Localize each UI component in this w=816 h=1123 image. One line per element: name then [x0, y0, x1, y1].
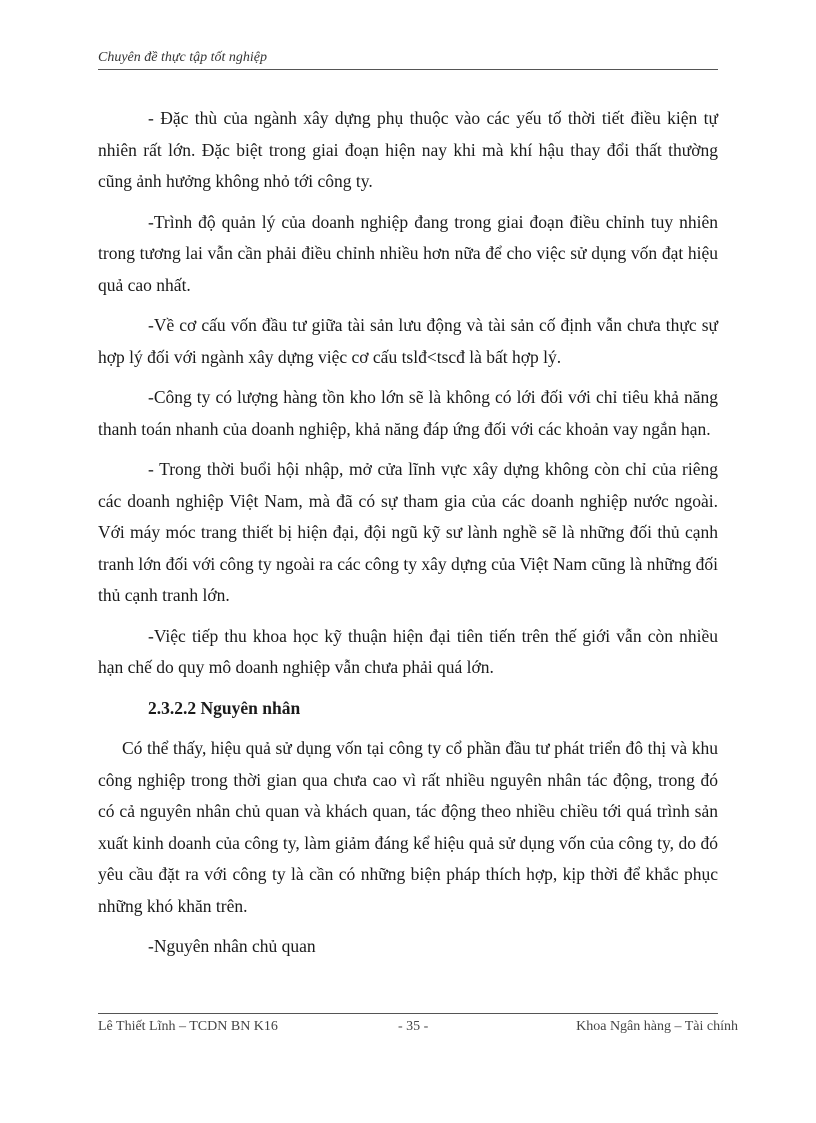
footer-divider [98, 1013, 718, 1014]
paragraph-management: -Trình độ quản lý của doanh nghiệp đang trong giai đoạn điều chỉnh tuy nhiên trong tương lai vẫn cần phải điều chỉnh nhiều hơn nữa để cho việc sử dụng vốn đạt hiệu quả cao nhất. [98, 211, 718, 295]
footer-author: Lê Thiết Lĩnh – TCDN BN K16 [98, 1019, 278, 1034]
paragraph-causes-intro: Có thể thấy, hiệu quả sử dụng vốn tại công ty cổ phần đầu tư phát triển đô thị và khu công nghiệp trong thời gian qua chưa cao vì rất nhiều nguyên nhân tác động, trong đó có cả nguyên nhân chủ quan và khách quan, tác động theo nhiều chiều tới quá trình sản xuất kinh doanh của công ty, làm giảm đáng kể hiệu quả sử dụng vốn của công ty, do đó yêu cầu đặt ra với công ty là cần có những biện pháp thích hợp, kịp thời để khắc phục những khó khăn trên. [98, 738, 718, 916]
paragraph-weather: - Đặc thù của ngành xây dựng phụ thuộc vào các yếu tố thời tiết điều kiện tự nhiên rất lớn. Đặc biệt trong giai đoạn hiện nay khi mà khí hậu thay đổi thất thường cũng ảnh hưởng không nhỏ tới công ty. [98, 108, 718, 191]
page-number: - 35 - [398, 1019, 429, 1034]
paragraph-competition: - Trong thời buổi hội nhập, mở cửa lĩnh vực xây dựng không còn chỉ của riêng các doanh nghiệp Việt Nam, mà đã có sự tham gia của các doanh nghiệp nước ngoài. Với máy móc trang thiết bị hiện đại, đội ngũ kỹ sư lành nghề sẽ là những đối thủ cạnh tranh lớn đối với công ty ngoài ra các công ty xây dựng của Việt Nam cũng là những đối thủ cạnh tranh lớn. [98, 459, 718, 605]
page-footer [98, 1019, 738, 1039]
header-divider [98, 69, 718, 70]
page-header: Chuyên đề thực tập tốt nghiệp [98, 50, 267, 65]
footer-department: Khoa Ngân hàng – Tài chính [576, 1019, 738, 1034]
paragraph-technology: -Việc tiếp thu khoa học kỹ thuận hiện đại tiên tiến trên thế giới vẫn còn nhiều hạn chế do quy mô doanh nghiệp vẫn chưa phải quá lớn. [98, 625, 718, 677]
paragraph-inventory: -Công ty có lượng hàng tồn kho lớn sẽ là không có lới đối với chỉ tiêu khả năng thanh toán nhanh của doanh nghiệp, khả năng đáp ứng đối với các khoản vay ngắn hạn. [98, 387, 718, 439]
document-body [98, 103, 718, 972]
paragraph-subjective-causes: -Nguyên nhân chủ quan [148, 936, 316, 956]
section-heading: 2.3.2.2 Nguyên nhân [148, 697, 301, 718]
paragraph-capital-structure: -Về cơ cấu vốn đầu tư giữa tài sản lưu động và tài sản cố định vẫn chưa thực sự hợp lý đối với ngành xây dựng việc cơ cấu tslđ<tscđ là bất hợp lý. [98, 315, 718, 367]
